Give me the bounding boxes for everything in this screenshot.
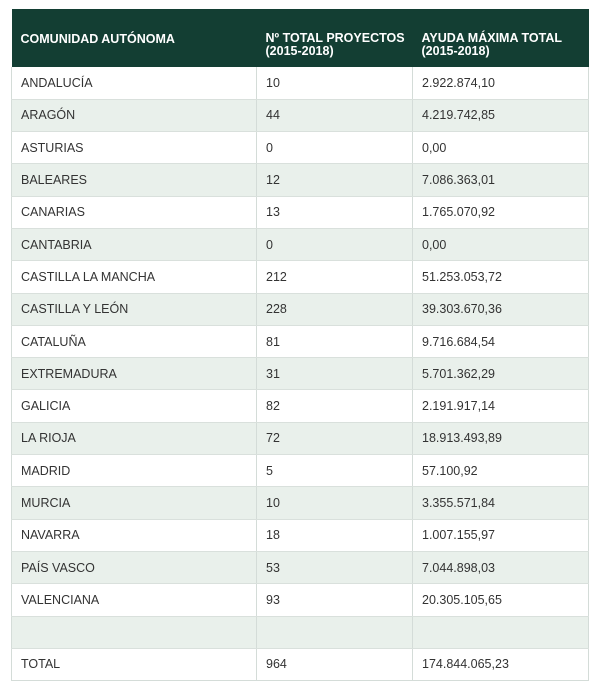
table-row (12, 261, 589, 293)
projects-by-region-table (11, 9, 589, 681)
projects-cell: 13 (257, 196, 413, 228)
table-row (12, 196, 589, 228)
table-row (12, 422, 589, 454)
table-row (12, 228, 589, 260)
projects-cell: 53 (257, 551, 413, 583)
region-cell: PAÍS VASCO (12, 551, 257, 583)
table-row (12, 519, 589, 551)
projects-cell: 93 (257, 584, 413, 616)
header-region-label: COMUNIDAD AUTÓNOMA (20, 32, 175, 46)
header-projects (257, 9, 413, 67)
total-row (12, 648, 589, 680)
aid-cell: 0,00 (413, 228, 589, 260)
aid-cell: 9.716.684,54 (413, 325, 589, 357)
region-cell: CANARIAS (12, 196, 257, 228)
region-cell: MADRID (12, 455, 257, 487)
header-region (12, 9, 257, 67)
table-row (12, 99, 589, 131)
aid-cell: 51.253.053,72 (413, 261, 589, 293)
empty-spacer-row (12, 616, 589, 648)
aid-cell: 3.355.571,84 (413, 487, 589, 519)
header-aid (413, 9, 589, 67)
projects-cell: 10 (257, 487, 413, 519)
aid-cell: 0,00 (413, 132, 589, 164)
projects-cell: 0 (257, 132, 413, 164)
table-row (12, 164, 589, 196)
table-row (12, 487, 589, 519)
table-row (12, 551, 589, 583)
table-row (12, 455, 589, 487)
aid-cell: 1.765.070,92 (413, 196, 589, 228)
projects-cell: 31 (257, 358, 413, 390)
table-row (12, 584, 589, 616)
region-cell: ASTURIAS (12, 132, 257, 164)
region-cell: CATALUÑA (12, 325, 257, 357)
empty-cell (12, 616, 257, 648)
region-cell: EXTREMADURA (12, 358, 257, 390)
projects-cell: 18 (257, 519, 413, 551)
table-row (12, 67, 589, 99)
region-cell: CASTILLA Y LEÓN (12, 293, 257, 325)
projects-cell: 5 (257, 455, 413, 487)
table-row (12, 293, 589, 325)
region-cell: NAVARRA (12, 519, 257, 551)
region-cell: CASTILLA LA MANCHA (12, 261, 257, 293)
projects-cell: 0 (257, 228, 413, 260)
total-projects-cell: 964 (257, 648, 413, 680)
header-row (12, 9, 589, 67)
region-cell: VALENCIANA (12, 584, 257, 616)
aid-cell: 7.086.363,01 (413, 164, 589, 196)
aid-cell: 2.922.874,10 (413, 67, 589, 99)
aid-cell: 7.044.898,03 (413, 551, 589, 583)
aid-cell: 57.100,92 (413, 455, 589, 487)
aid-cell: 20.305.105,65 (413, 584, 589, 616)
total-aid-cell: 174.844.065,23 (413, 648, 589, 680)
table-row (12, 390, 589, 422)
table-row (12, 358, 589, 390)
projects-cell: 82 (257, 390, 413, 422)
projects-cell: 228 (257, 293, 413, 325)
table-row (12, 132, 589, 164)
projects-cell: 72 (257, 422, 413, 454)
table-header (12, 9, 589, 67)
aid-cell: 4.219.742,85 (413, 99, 589, 131)
aid-cell: 1.007.155,97 (413, 519, 589, 551)
header-aid-line2: (2015-2018) (421, 44, 490, 58)
table-row (12, 325, 589, 357)
header-aid-line1: AYUDA MÁXIMA TOTAL (421, 31, 563, 45)
header-projects-line1: Nº TOTAL PROYECTOS (265, 31, 405, 45)
empty-cell (257, 616, 413, 648)
projects-cell: 10 (257, 67, 413, 99)
region-cell: MURCIA (12, 487, 257, 519)
empty-cell (413, 616, 589, 648)
region-cell: LA RIOJA (12, 422, 257, 454)
aid-cell: 5.701.362,29 (413, 358, 589, 390)
region-cell: BALEARES (12, 164, 257, 196)
aid-cell: 39.303.670,36 (413, 293, 589, 325)
aid-cell: 2.191.917,14 (413, 390, 589, 422)
header-projects-line2: (2015-2018) (265, 44, 334, 58)
aid-cell: 18.913.493,89 (413, 422, 589, 454)
region-cell: ANDALUCÍA (12, 67, 257, 99)
projects-cell: 12 (257, 164, 413, 196)
total-label-cell: TOTAL (12, 648, 257, 680)
projects-table-container (11, 9, 588, 681)
projects-cell: 212 (257, 261, 413, 293)
projects-cell: 44 (257, 99, 413, 131)
region-cell: CANTABRIA (12, 228, 257, 260)
region-cell: GALICIA (12, 390, 257, 422)
table-body (12, 67, 589, 681)
projects-cell: 81 (257, 325, 413, 357)
region-cell: ARAGÓN (12, 99, 257, 131)
